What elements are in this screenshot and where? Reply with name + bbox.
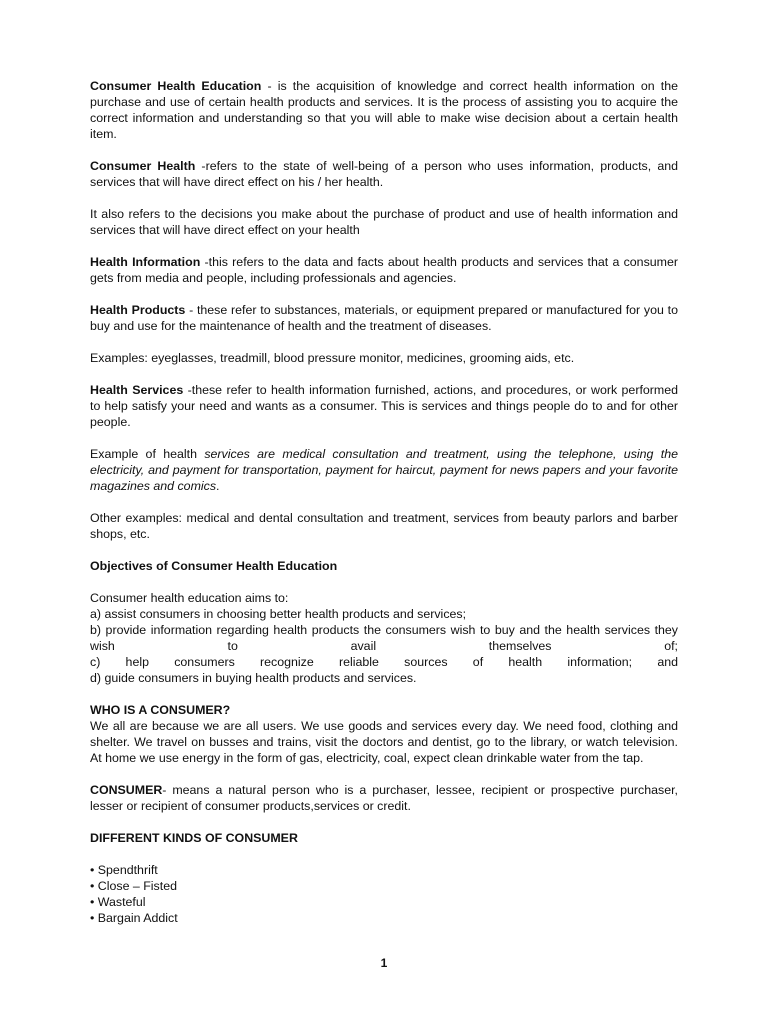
term-consumer: CONSUMER bbox=[90, 783, 163, 797]
document-body bbox=[90, 78, 678, 926]
consumer-kinds-list bbox=[90, 862, 678, 926]
objective-item-b: b) provide information regarding health products the consumers wish to buy and the health services they wish to avail themselves of; bbox=[90, 623, 678, 653]
definition-text: - means a natural person who is a purchaser, lessee, recipient or prospective purchaser, lesser or recipient of consumer products,services or credit. bbox=[90, 783, 678, 813]
example-lead: Example of health bbox=[90, 447, 205, 461]
definition-text: - is the acquisition of knowledge and correct health information on the purchase and use of certain health products and services. It is the process of assisting you to acquire the correct information and understanding so that you will able to make wise decision about a certain health item. bbox=[90, 79, 678, 141]
heading-kinds-of-consumer: DIFFERENT KINDS OF CONSUMER bbox=[90, 831, 298, 845]
paragraph-service-examples bbox=[90, 446, 678, 494]
paragraph-health-services bbox=[90, 382, 678, 430]
page-number: 1 bbox=[380, 956, 388, 970]
paragraph-product-examples: Examples: eyeglasses, treadmill, blood pressure monitor, medicines, grooming aids, etc. bbox=[90, 351, 575, 365]
objectives-list bbox=[90, 590, 678, 686]
list-item: • Close – Fisted bbox=[90, 879, 177, 893]
objective-item-c: c) help consumers recognize reliable sources of health information; and bbox=[90, 655, 678, 669]
paragraph-also-refers: It also refers to the decisions you make about the purchase of product and use of health information and services that will have direct effect on your health bbox=[90, 207, 678, 237]
paragraph-health-products bbox=[90, 302, 678, 334]
paragraph-who-is-consumer: We all are because we are all users. We use goods and services every day. We need food, clothing and shelter. We travel on busses and trains, visit the doctors and dentist, go to the library, or watch television. At home we use energy in the form of gas, electricity, coal, expect clean drinkable water from the tap. bbox=[90, 719, 678, 765]
definition-text: -these refer to health information furnished, actions, and procedures, or work performed to help satisfy your need and wants as a consumer. This is services and things people do to and for other people. bbox=[90, 383, 679, 429]
example-end: . bbox=[216, 479, 220, 493]
heading-objectives: Objectives of Consumer Health Education bbox=[90, 559, 338, 573]
definition-text: - these refer to substances, materials, or equipment prepared or manufactured for you to buy and use for the maintenance of health and the treatment of diseases. bbox=[90, 303, 678, 333]
paragraph-health-information bbox=[90, 254, 678, 286]
paragraph-consumer-definition bbox=[90, 782, 678, 814]
list-item: • Wasteful bbox=[90, 895, 146, 909]
heading-who-is-consumer: WHO IS A CONSUMER? bbox=[90, 703, 231, 717]
objective-item-a: a) assist consumers in choosing better health products and services; bbox=[90, 607, 467, 621]
list-item: • Bargain Addict bbox=[90, 911, 178, 925]
term-consumer-health: Consumer Health bbox=[90, 159, 196, 173]
term-consumer-health-education: Consumer Health Education bbox=[90, 79, 262, 93]
example-italic-text: services are medical consultation and treatment, using the telephone, using the electricity, and payment for transportation, payment for haircut, payment for news papers and your favorite magazines and comics bbox=[90, 447, 678, 493]
objectives-intro: Consumer health education aims to: bbox=[90, 591, 289, 605]
term-health-information: Health Information bbox=[90, 255, 201, 269]
term-health-products: Health Products bbox=[90, 303, 186, 317]
definition-text: -this refers to the data and facts about health products and services that a consumer gets from media and people, including professionals and agencies. bbox=[90, 255, 678, 285]
paragraph-consumer-health-education bbox=[90, 78, 678, 142]
definition-text: -refers to the state of well-being of a person who uses information, products, and services that will have direct effect on his / her health. bbox=[90, 159, 678, 189]
paragraph-consumer-health bbox=[90, 158, 678, 190]
objective-item-d: d) guide consumers in buying health products and services. bbox=[90, 671, 417, 685]
paragraph-other-examples: Other examples: medical and dental consultation and treatment, services from beauty parlors and barber shops, etc. bbox=[90, 511, 678, 541]
term-health-services: Health Services bbox=[90, 383, 184, 397]
list-item: • Spendthrift bbox=[90, 863, 158, 877]
